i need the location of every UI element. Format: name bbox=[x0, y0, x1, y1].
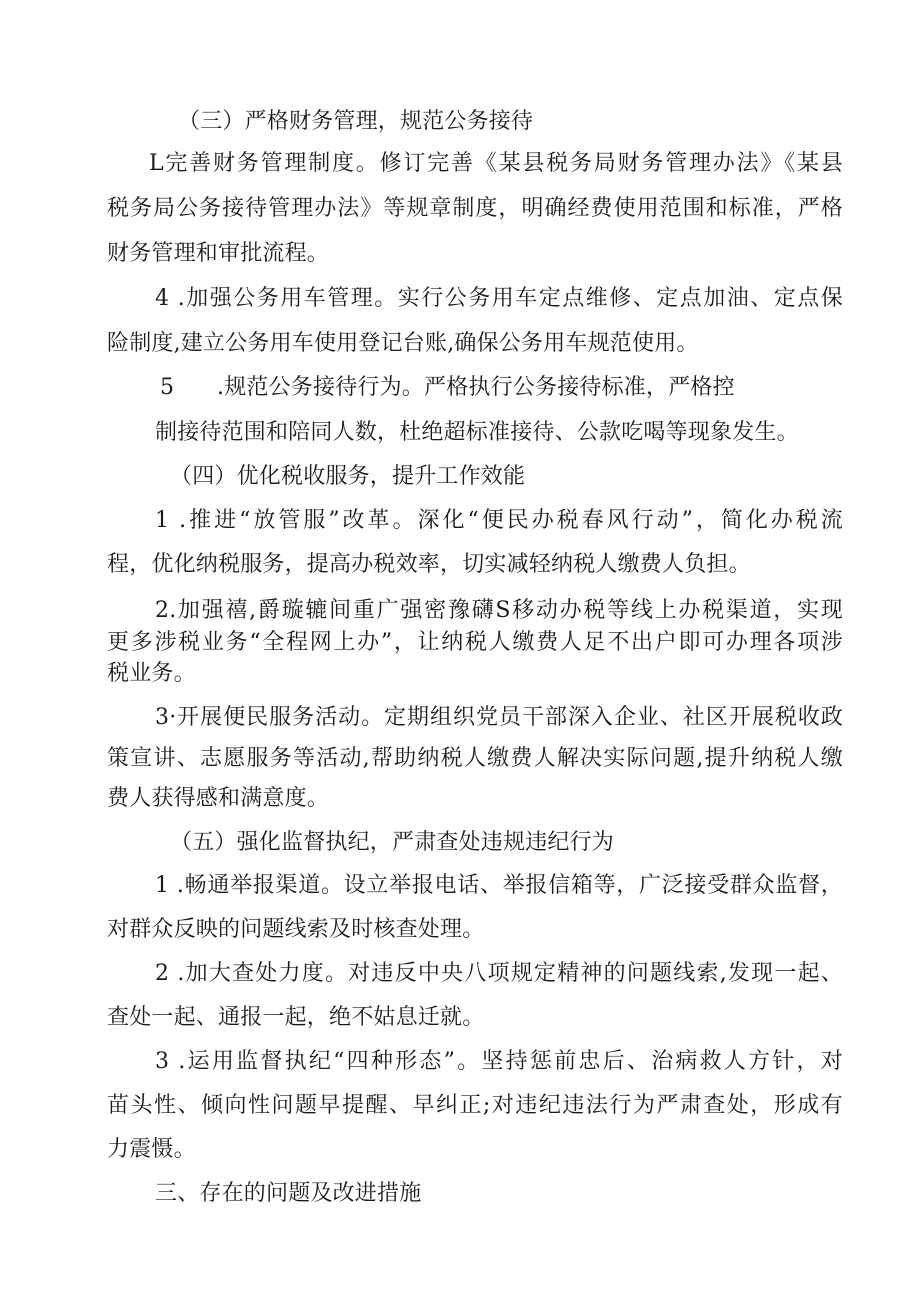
paragraph-line: 4 .加强公务用车管理。实行公务用车定点维修、定点加油、定点保 bbox=[155, 286, 843, 311]
list-number: 5 bbox=[160, 375, 175, 400]
paragraph-line: 3·开展便民服务活动。定期组织党员干部深入企业、社区开展税收政 bbox=[155, 705, 843, 730]
paragraph-line: 2.加强禧,爵璇辘间重广强密豫礴S移动办税等线上办税渠道，实现 bbox=[155, 598, 843, 623]
paragraph-line: 财务管理和审批流程。 bbox=[107, 241, 330, 266]
paragraph-line: 更多涉税业务“全程网上办”，让纳税人缴费人足不出户即可办理各项涉 bbox=[107, 630, 843, 655]
paragraph-line: 1 .推进“放管服”改革。深化“便民办税春风行动”，简化办税流 bbox=[155, 508, 843, 533]
paragraph-line: 力震慑。 bbox=[107, 1137, 196, 1162]
section-heading-5: （五）强化监督执纪，严肃查处违规违纪行为 bbox=[170, 830, 615, 855]
section-heading-4: （四）优化税收服务，提升工作效能 bbox=[170, 464, 526, 489]
paragraph-line: 程，优化纳税服务，提高办税效率，切实减轻纳税人缴费人负担。 bbox=[107, 552, 751, 577]
section-heading-main: 三、存在的问题及改进措施 bbox=[155, 1181, 422, 1206]
paragraph-line: 2 .加大查处力度。对违反中央八项规定精神的问题线索,发现一起、 bbox=[155, 961, 843, 986]
paragraph-line: 策宣讲、志愿服务等活动,帮助纳税人缴费人解决实际问题,提升纳税人缴 bbox=[107, 746, 843, 771]
paragraph-line: 税业务。 bbox=[107, 661, 196, 686]
paragraph-line: 险制度,建立公务用车使用登记台账,确保公务用车规范使用。 bbox=[107, 331, 699, 356]
paragraph-line: 费人获得感和满意度。 bbox=[107, 786, 330, 811]
paragraph-line: 税务局公务接待管理办法》等规章制度，明确经费使用范围和标准，严格 bbox=[107, 196, 843, 221]
paragraph-line: 对群众反映的问题线索及时核查处理。 bbox=[107, 917, 485, 942]
paragraph-line: .规范公务接待行为。严格执行公务接待标准，严格控 bbox=[217, 375, 735, 400]
section-heading-3: （三）严格财务管理，规范公务接待 bbox=[178, 109, 534, 134]
paragraph-line: 查处一起、通报一起，绝不姑息迁就。 bbox=[107, 1005, 485, 1030]
paragraph-line: 制接待范围和陪同人数，杜绝超标准接待、公款吃喝等现象发生。 bbox=[155, 420, 799, 445]
paragraph-line: 苗头性、倾向性问题早提醒、早纠正;对违纪违法行为严肃查处，形成有 bbox=[107, 1093, 843, 1118]
paragraph-line: 3 .运用监督执纪“四种形态”。坚持惩前忠后、治病救人方针，对 bbox=[155, 1049, 843, 1074]
paragraph-line: 1 .畅通举报渠道。设立举报电话、举报信箱等，广泛接受群众监督， bbox=[155, 873, 843, 898]
paragraph-line: L完善财务管理制度。修订完善《某县税务局财务管理办法》《某县 bbox=[149, 151, 843, 176]
